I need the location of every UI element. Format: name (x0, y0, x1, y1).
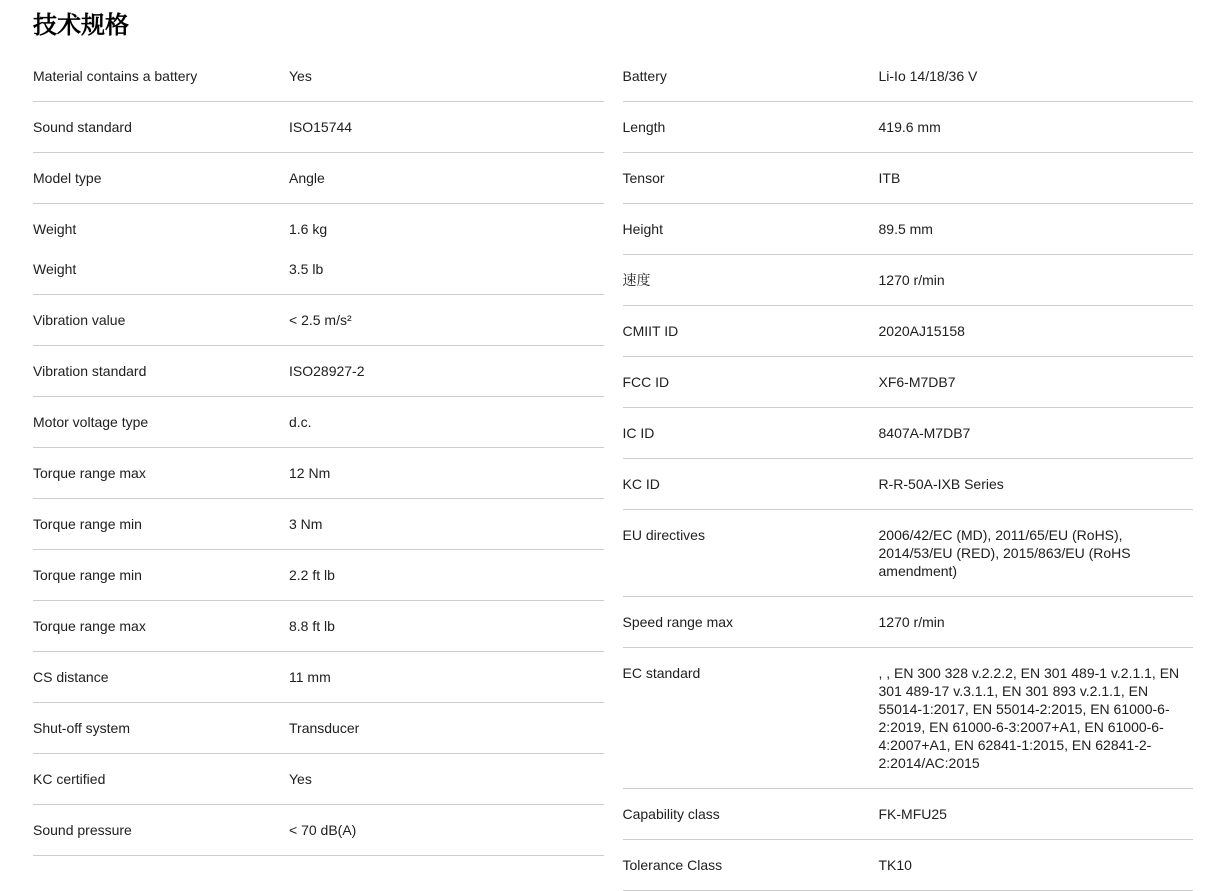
spec-pair (33, 770, 604, 788)
spec-label: Vibration value (33, 312, 126, 328)
spec-row (33, 153, 604, 204)
spec-value: 8.8 ft lb (289, 618, 335, 634)
spec-label: Sound standard (33, 119, 132, 135)
spec-value: 8407A-M7DB7 (878, 425, 971, 441)
spec-label: CMIIT ID (622, 323, 679, 339)
spec-label: Vibration standard (33, 363, 147, 379)
spec-pair (623, 322, 1194, 340)
spec-row (33, 102, 604, 153)
spec-pair (623, 271, 1194, 289)
spec-label: Torque range max (33, 465, 146, 481)
spec-value: 1270 r/min (878, 272, 945, 288)
spec-label: 速度 (622, 272, 651, 288)
spec-pair (33, 413, 604, 431)
spec-pair (33, 67, 604, 85)
spec-row (33, 601, 604, 652)
spec-label: FCC ID (622, 374, 670, 390)
spec-pair (33, 617, 604, 635)
spec-label: Height (622, 221, 663, 237)
spec-pair (623, 664, 1194, 772)
spec-pair (623, 67, 1194, 85)
spec-value: 2006/42/EC (MD), 2011/65/EU (RoHS), 2014/53/EU (RED), 2015/863/EU (RoHS amendment) (878, 527, 1131, 579)
spec-row (33, 550, 604, 601)
spec-pair (33, 821, 604, 839)
spec-label: EC standard (622, 665, 701, 681)
spec-label: Tolerance Class (622, 857, 723, 873)
spec-value: Transducer (289, 720, 360, 736)
spec-row (623, 51, 1194, 102)
spec-value: ISO15744 (289, 119, 353, 135)
spec-value: < 2.5 m/s² (289, 312, 352, 328)
spec-pair (623, 613, 1194, 631)
spec-row (623, 357, 1194, 408)
spec-value: TK10 (878, 857, 912, 873)
spec-pair (623, 424, 1194, 442)
spec-pair (623, 169, 1194, 187)
spec-value: Yes (289, 68, 312, 84)
spec-row (33, 397, 604, 448)
spec-value: , , EN 300 328 v.2.2.2, EN 301 489-1 v.2.1.1, EN 301 489-17 v.3.1.1, EN 301 893 v.2.1.1, EN 55014-1:2017, EN 55014-2:2015, EN 61000-6-2:2019, EN 61000-6-3:2007+A1, EN 61000-6-4:2007+A1, EN 62841-1:2015, EN 62841-2-2:2014/AC:2015 (878, 665, 1180, 771)
spec-label: Shut-off system (33, 720, 131, 736)
spec-value: 3 Nm (289, 516, 323, 532)
spec-value: < 70 dB(A) (289, 822, 357, 838)
spec-pair (33, 260, 604, 278)
spec-row (623, 306, 1194, 357)
spec-row (33, 652, 604, 703)
spec-label: Torque range min (33, 516, 142, 532)
spec-value: 1.6 kg (289, 221, 328, 237)
spec-row (33, 51, 604, 102)
spec-value: 3.5 lb (289, 261, 324, 277)
spec-value: 12 Nm (289, 465, 331, 481)
spec-pair (33, 464, 604, 482)
spec-table-left (33, 51, 604, 856)
page-title: 技术规格 (33, 12, 129, 39)
spec-value: 89.5 mm (878, 221, 933, 237)
spec-pair (33, 515, 604, 533)
spec-row (33, 703, 604, 754)
spec-row (33, 805, 604, 856)
spec-pair (623, 526, 1194, 580)
spec-columns (33, 51, 1193, 891)
spec-pair (623, 856, 1194, 874)
spec-label: Material contains a battery (33, 68, 198, 84)
spec-row (33, 754, 604, 805)
spec-label: Model type (33, 170, 102, 186)
spec-value: 11 mm (289, 669, 331, 685)
spec-row (623, 459, 1194, 510)
spec-row (623, 255, 1194, 306)
spec-value: Yes (289, 771, 312, 787)
spec-label: IC ID (622, 425, 655, 441)
spec-value: ITB (878, 170, 901, 186)
spec-value: Angle (289, 170, 325, 186)
spec-pair (623, 220, 1194, 238)
spec-label: Torque range min (33, 567, 142, 583)
spec-label: EU directives (622, 527, 705, 543)
spec-table-right (623, 51, 1194, 891)
spec-row (623, 510, 1194, 597)
spec-row (623, 597, 1194, 648)
spec-row (623, 204, 1194, 255)
spec-pair (623, 475, 1194, 493)
spec-label: Weight (33, 261, 77, 277)
spec-row (33, 295, 604, 346)
spec-label: KC certified (33, 771, 106, 787)
spec-value: R-R-50A-IXB Series (878, 476, 1004, 492)
spec-pair (33, 220, 604, 238)
spec-label: Tensor (622, 170, 665, 186)
spec-row (623, 102, 1194, 153)
spec-label: Capability class (622, 806, 720, 822)
spec-value: FK-MFU25 (878, 806, 947, 822)
spec-label: Battery (622, 68, 667, 84)
spec-pair (623, 373, 1194, 391)
spec-label: Torque range max (33, 618, 146, 634)
spec-value: 2.2 ft lb (289, 567, 335, 583)
spec-row (623, 153, 1194, 204)
spec-value: 419.6 mm (878, 119, 941, 135)
spec-value: 2020AJ15158 (878, 323, 965, 339)
spec-pair (33, 362, 604, 380)
spec-row (33, 499, 604, 550)
spec-label: Weight (33, 221, 77, 237)
spec-pair (33, 311, 604, 329)
spec-pair (33, 566, 604, 584)
spec-row (623, 408, 1194, 459)
spec-value: Li-Io 14/18/36 V (878, 68, 978, 84)
spec-label: Sound pressure (33, 822, 132, 838)
spec-label: Length (622, 119, 666, 135)
spec-pair (33, 668, 604, 686)
spec-pair (623, 805, 1194, 823)
spec-value: d.c. (289, 414, 312, 430)
spec-row (623, 789, 1194, 840)
spec-value: ISO28927-2 (289, 363, 365, 379)
spec-pair (33, 719, 604, 737)
spec-label: CS distance (33, 669, 109, 685)
spec-pair (623, 118, 1194, 136)
spec-pair (33, 169, 604, 187)
spec-row (623, 648, 1194, 789)
spec-pair (33, 118, 604, 136)
spec-value: XF6-M7DB7 (878, 374, 956, 390)
spec-value: 1270 r/min (878, 614, 945, 630)
spec-row (33, 448, 604, 499)
spec-row (623, 840, 1194, 891)
spec-row (33, 204, 604, 295)
spec-label: Speed range max (622, 614, 734, 630)
spec-label: Motor voltage type (33, 414, 149, 430)
spec-label: KC ID (622, 476, 660, 492)
spec-row (33, 346, 604, 397)
